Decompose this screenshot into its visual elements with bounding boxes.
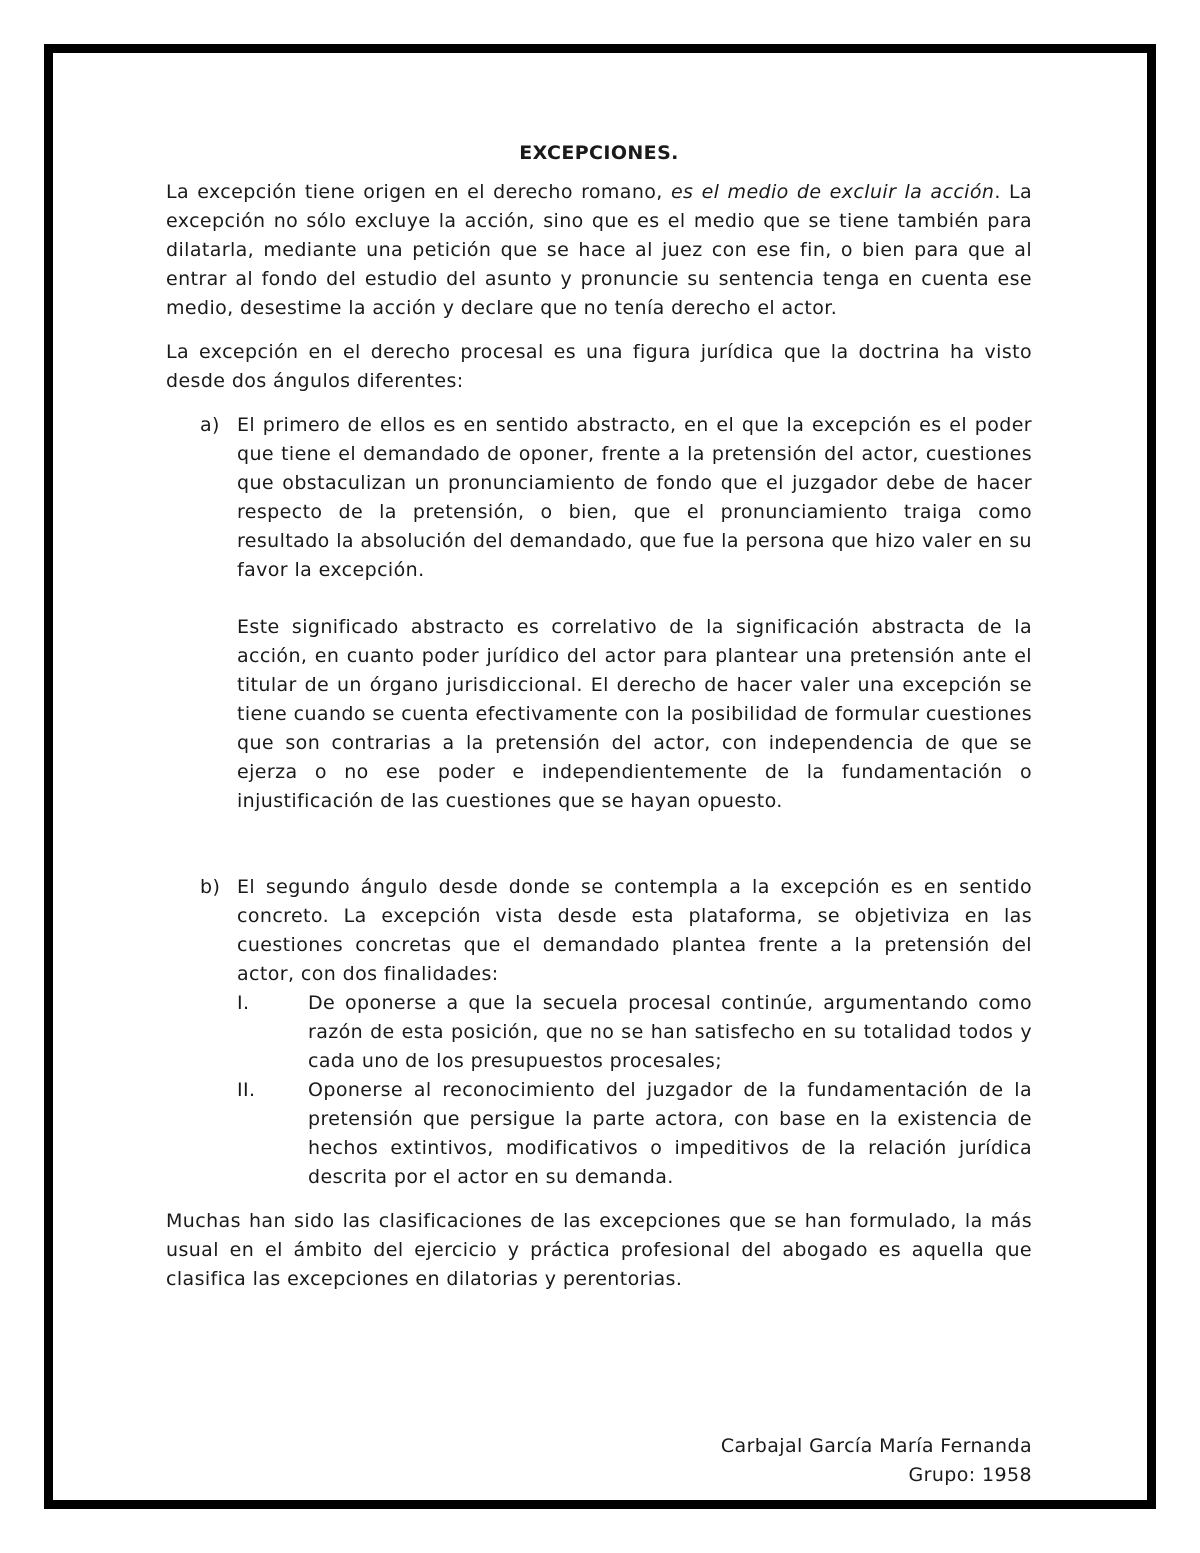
intro-text-start: La excepción tiene origen en el derecho romano, xyxy=(166,181,671,203)
roman-marker-2: II. xyxy=(237,1079,256,1101)
list-marker-a: a) xyxy=(200,414,220,436)
item-b-text: El segundo ángulo desde donde se contempla a la excepción es en sentido concreto. La excepción vista desde esta plataforma, se objetiviza en las cuestiones concretas que el demandado plantea frente a la pretensión del actor, con dos finalidades: xyxy=(237,876,1032,985)
intro-paragraph xyxy=(166,178,1032,323)
intro-text-end: . La excepción no sólo excluye la acción, sino que es el medio que se tiene también para dilatarla, mediante una petición que se hace al juez con ese fin, o bien para que al entrar al fondo del estudio del asunto y pronuncie su sentencia tenga en cuenta ese medio, desestime la acción y declare que no tenía derecho el actor. xyxy=(166,181,1032,319)
closing-paragraph: Muchas han sido las clasificaciones de las excepciones que se han formulado, la más usual en el ámbito del ejercicio y práctica profesional del abogado es aquella que clasifica las excepciones en dilatorias y perentorias. xyxy=(166,1210,1032,1290)
group-label: Grupo: 1958 xyxy=(908,1464,1032,1486)
author-name: Carbajal García María Fernanda xyxy=(720,1435,1032,1457)
roman-item-1 xyxy=(237,989,1032,1076)
document-title: EXCEPCIONES. xyxy=(519,142,679,164)
roman-item-2 xyxy=(237,1076,1032,1192)
list-item-a xyxy=(166,411,1032,816)
roman-marker-1: I. xyxy=(237,992,250,1014)
item-a-text: El primero de ellos es en sentido abstracto, en el que la excepción es el poder que tiene el demandado de oponer, frente a la pretensión del actor, cuestiones que obstaculizan un pronunciamiento de fondo que el juzgador debe de hacer respecto de la pretensión, o bien, que el pronunciamiento traiga como resultado la absolución del demandado, que fue la persona que hizo valer en su favor la excepción. xyxy=(237,414,1032,581)
roman-item-1-text: De oponerse a que la secuela procesal continúe, argumentando como razón de esta posición, que no se han satisfecho en su totalidad todos y cada uno de los presupuestos procesales; xyxy=(308,992,1032,1072)
list-marker-b: b) xyxy=(200,876,221,898)
intro-emphasis: es el medio de excluir la acción xyxy=(670,181,995,203)
item-a-subparagraph: Este significado abstracto es correlativo de la significación abstracta de la acción, en cuanto poder jurídico del actor para plantear una pretensión ante el titular de un órgano jurisdiccional. El derecho de hacer valer una excepción se tiene cuando se cuenta efectivamente con la posibilidad de formular cuestiones que son contrarias a la pretensión del actor, con independencia de que se ejerza o no ese poder e independientemente de la fundamentación o injustificación de las cuestiones que se hayan opuesto. xyxy=(237,616,1032,812)
list-item-b xyxy=(166,873,1032,1192)
document-body xyxy=(166,139,1032,1294)
angles-paragraph: La excepción en el derecho procesal es una figura jurídica que la doctrina ha visto desde dos ángulos diferentes: xyxy=(166,341,1032,392)
signature-block xyxy=(600,1432,1032,1490)
roman-item-2-text: Oponerse al reconocimiento del juzgador de la fundamentación de la pretensión que persigue la parte actora, con base en la existencia de hechos extintivos, modificativos o impeditivos de la relación jurídica descrita por el actor en su demanda. xyxy=(308,1079,1032,1188)
